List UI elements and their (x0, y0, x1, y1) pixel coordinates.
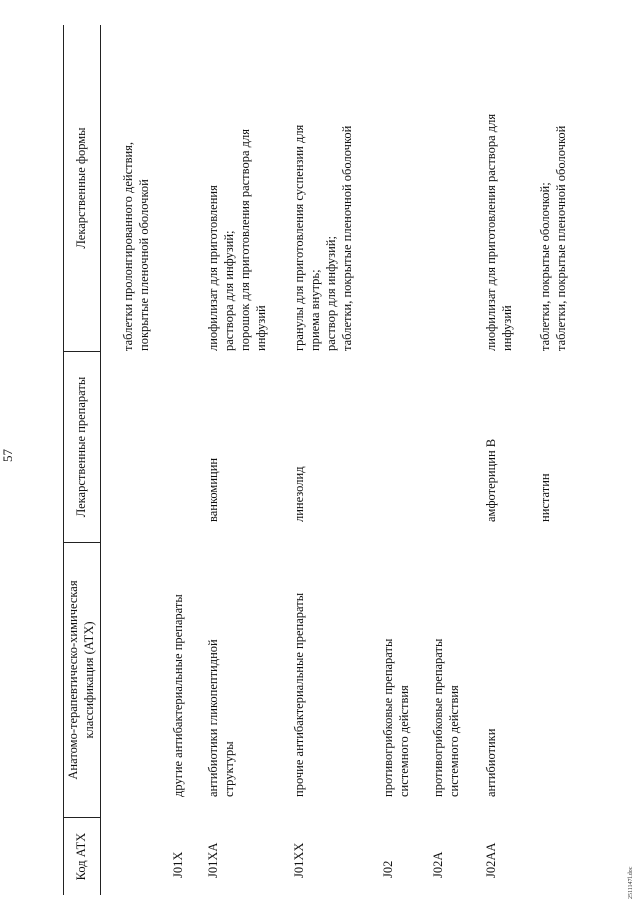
code-cell: J01XA (206, 842, 220, 878)
forms-cell (291, 125, 355, 351)
atc-cell (380, 639, 412, 797)
header-atc-line: Анатомо-терапевтическо-химическая (66, 580, 80, 780)
drug-cell: нистатин (538, 473, 552, 522)
atc-cell (430, 639, 462, 797)
atc-cell (291, 593, 307, 797)
forms-line: таблетки, покрытые пленочной оболочкой (554, 125, 568, 351)
code-cell: J02AA (484, 842, 498, 878)
forms-line: лиофилизат для приготовления (206, 185, 220, 351)
code-cell: J01XX (292, 842, 306, 878)
atc-line: антибиотики (484, 728, 498, 797)
atc-line: системного действия (397, 685, 411, 797)
atc-line: другие антибактериальные препараты (171, 594, 185, 797)
forms-line: покрытые пленочной оболочкой (137, 179, 151, 351)
atc-line: системного действия (447, 685, 461, 797)
forms-cell (537, 126, 569, 351)
header-atc (65, 543, 97, 817)
header-code: Код АТХ (74, 832, 88, 881)
atc-line: структуры (222, 741, 236, 797)
code-cell: J02 (381, 860, 395, 878)
forms-line: таблетки, покрытые оболочкой; (538, 182, 552, 351)
atc-cell (170, 594, 186, 797)
atc-line: прочие антибактериальные препараты (292, 592, 306, 797)
header-bottom-border (100, 25, 101, 895)
forms-cell (483, 114, 515, 351)
atc-line: антибиотики гликопептидной (206, 639, 220, 797)
atc-line: противогрибковые препараты (431, 638, 445, 797)
forms-line: гранулы для приготовления суспензии для (292, 124, 306, 351)
header-forms: Лекарственные формы (74, 127, 88, 249)
forms-line: лиофилизат для приготовления раствора для (484, 113, 498, 351)
atc-cell (205, 639, 237, 797)
header-atc-line: классификация (АТХ) (82, 621, 96, 739)
code-cell: J01X (171, 851, 185, 878)
forms-line: инфузий (254, 305, 268, 351)
table-top-border (63, 25, 64, 895)
header-drugs: Лекарственные препараты (74, 376, 88, 518)
forms-line: таблетки, покрытые пленочной оболочкой (340, 125, 354, 351)
drug-cell: ванкомицин (206, 457, 220, 522)
forms-line: порошок для приготовления раствора для (238, 129, 252, 351)
footer-doc-id: 2511147l.doc (628, 866, 634, 899)
drug-cell: линезолид (292, 466, 306, 522)
forms-cell (205, 129, 269, 351)
forms-line: раствор для инфузий; (324, 236, 338, 351)
page-number: 57 (0, 449, 15, 462)
forms-line: раствора для инфузий; (222, 230, 236, 351)
atc-line: противогрибковые препараты (381, 638, 395, 797)
drug-cell: амфотерицин В (484, 438, 498, 522)
forms-line: приема внутрь; (308, 269, 322, 351)
atc-cell (483, 729, 499, 797)
forms-line: инфузий (500, 305, 514, 351)
table-row (120, 142, 152, 351)
code-cell: J02A (431, 851, 445, 878)
forms-line: таблетки пролонгированного действия, (121, 141, 135, 351)
